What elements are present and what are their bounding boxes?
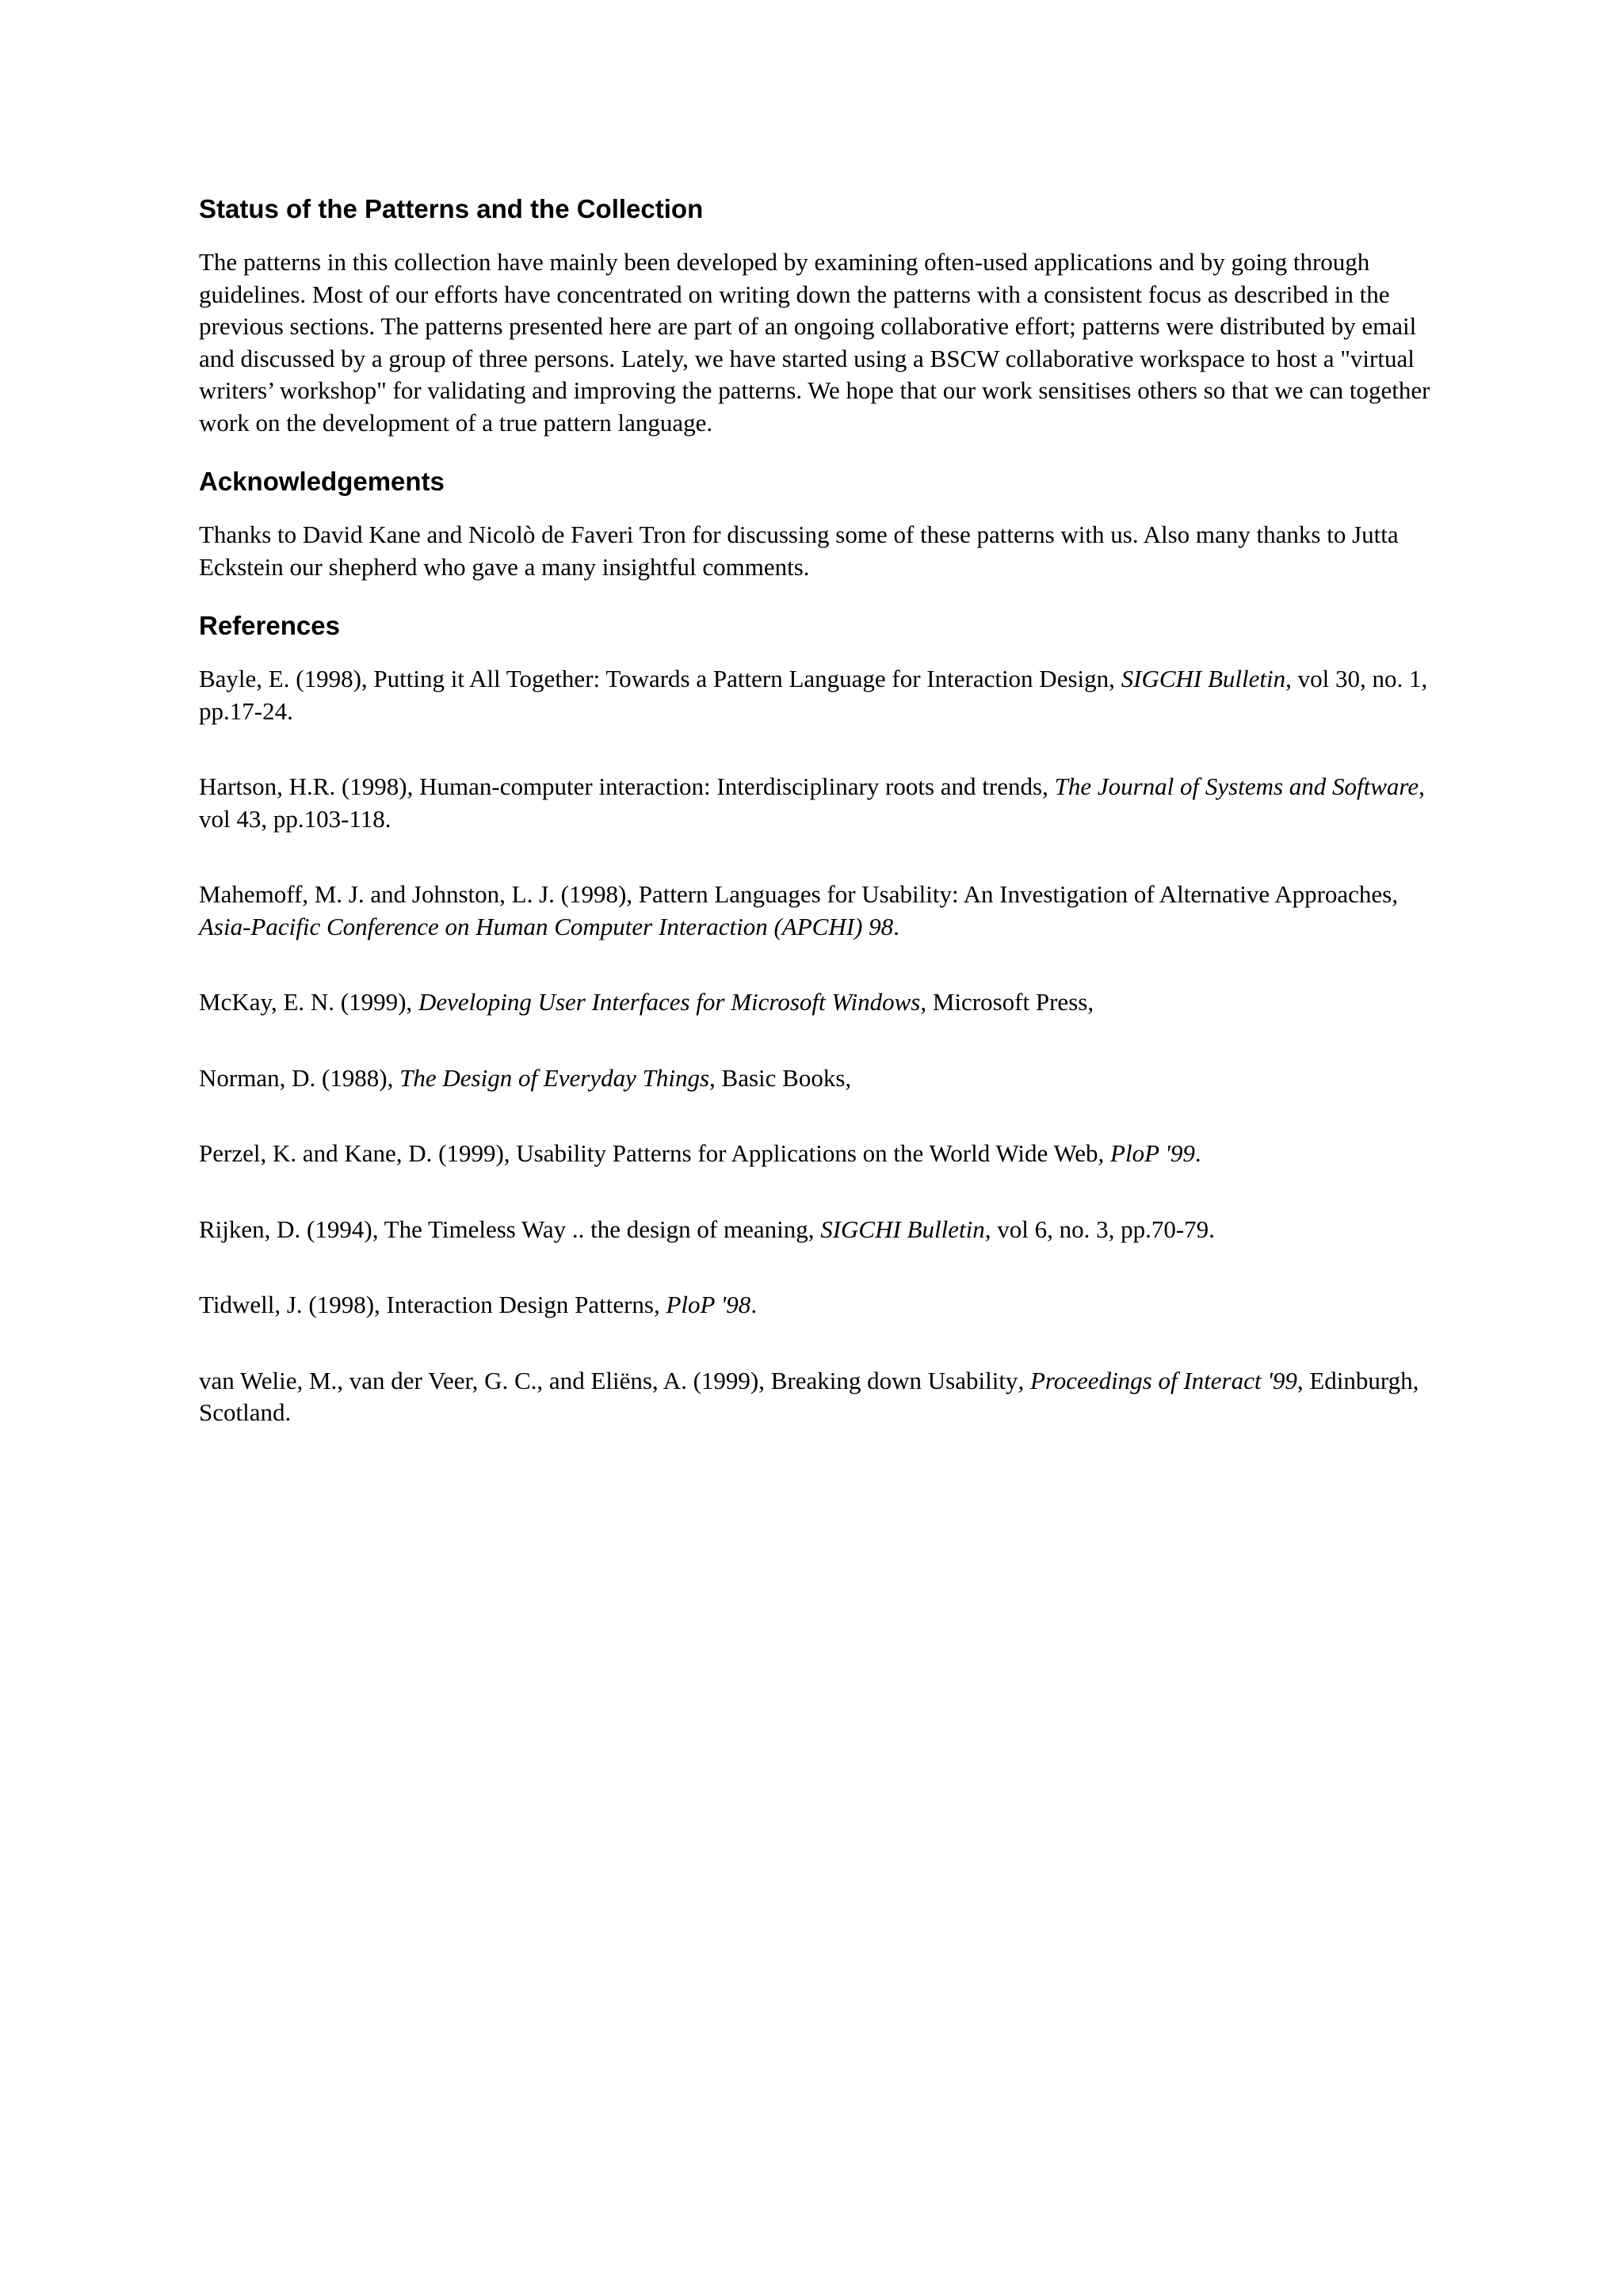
acknowledgements-section [199,466,1451,583]
reference-source: The Journal of Systems and Software [1054,772,1419,800]
reference-source: SIGCHI Bulletin [1121,665,1286,692]
reference-source: , Asia-Pacific Conference on Human Computer Interaction (APCHI) 98 [199,880,1398,940]
reference-text: Norman, D. (1988), [199,1063,400,1092]
reference-item [199,1214,1451,1246]
reference-text: Tidwell, J. (1998), Interaction Design Patterns [199,1291,654,1318]
reference-source: SIGCHI Bulletin [820,1215,985,1243]
reference-item [199,1138,1451,1170]
document-page [199,193,1451,1473]
reference-item [199,1289,1451,1322]
reference-source: , PloP '99 [1098,1139,1195,1167]
reference-text: Hartson, H.R. (1998), Human-computer interaction: Interdisciplinary roots and trends, [199,772,1055,800]
reference-source: The Design of Everyday Things [399,1063,710,1092]
reference-text: Perzel, K. and Kane, D. (1999), Usability Patterns for Applications on the World Wide Web [199,1139,1098,1167]
references-heading: References [199,611,340,640]
reference-text: McKay, E. N. (1999), [199,988,418,1016]
reference-text: Rijken, D. (1994), The Timeless Way .. the design of meaning, [199,1215,821,1243]
reference-text: Mahemoff, M. J. and Johnston, L. J. (1998), Pattern Languages for Usability: An Investigation of Alternative Approaches [199,880,1392,908]
references-section [199,610,1451,1429]
reference-details: , Edinburgh, Scotland. [199,1366,1419,1426]
reference-source: Developing User Interfaces for Microsoft Windows [418,988,921,1016]
reference-details: , Basic Books, [709,1063,852,1092]
reference-item [199,663,1451,727]
status-paragraph: The patterns in this collection have mainly been developed by examining often-used applications and by going through guidelines. Most of our efforts have concentrated on writing down the patterns with a consistent focus as described in the previous sections. The patterns presented here are part of an ongoing collaborative effort; patterns were distributed by email and discussed by a group of three persons. Lately, we have started using a BSCW collaborative workspace to host a "virtual writers’ workshop" for validating and improving the patterns. We hope that our work sensitises others so that we can together work on the development of a true pattern language. [199,248,1430,437]
reference-details: . [750,1291,758,1318]
reference-item [199,1365,1451,1429]
reference-details: , vol 30, no. 1, pp.17-24. [199,665,1428,725]
reference-item [199,1062,1451,1095]
reference-source: , PloP '98 [654,1291,751,1318]
reference-item [199,879,1451,943]
reference-details: . [1194,1139,1201,1167]
status-section [199,193,1451,439]
reference-item [199,986,1451,1019]
status-heading: Status of the Patterns and the Collection [199,194,704,223]
reference-details: , Microsoft Press, [920,988,1094,1016]
acknowledgements-heading: Acknowledgements [199,467,445,496]
reference-source: , Proceedings of Interact '99 [1018,1366,1297,1394]
reference-text: Bayle, E. (1998), Putting it All Together: Towards a Pattern Language for Interaction Design, [199,665,1121,692]
reference-details: . [893,912,899,940]
acknowledgements-paragraph: Thanks to David Kane and Nicolò de Faveri Tron for discussing some of these patterns with us. Also many thanks to Jutta Eckstein our shepherd who gave a many insightful comments. [199,521,1399,581]
reference-text: van Welie, M., van der Veer, G. C., and Eliëns, A. (1999), Breaking down Usability [199,1366,1018,1394]
reference-details: , vol 6, no. 3, pp.70-79. [984,1215,1215,1243]
reference-details: , vol 43, pp.103-118. [199,772,1425,833]
reference-item [199,771,1451,835]
